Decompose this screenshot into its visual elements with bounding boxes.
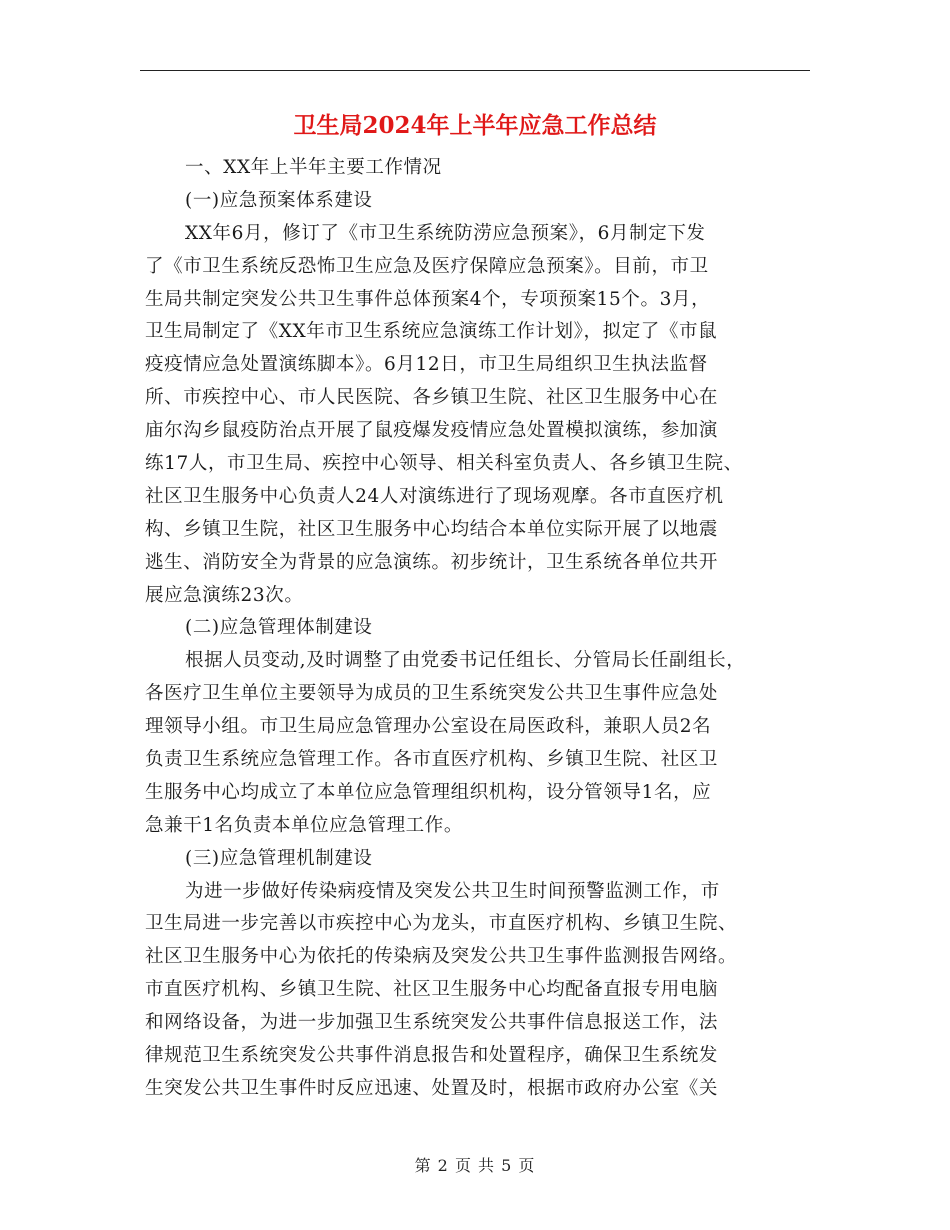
document-body: [140, 152, 820, 1106]
body-line: 庙尔沟乡鼠疫防治点开展了鼠疫爆发疫情应急处置模拟演练，参加演: [145, 420, 719, 442]
body-line: 和网络设备，为进一步加强卫生系统突发公共事件信息报送工作，法: [145, 1012, 719, 1034]
body-line: 疫疫情应急处置演练脚本》。6月12日，市卫生局组织卫生执法监督: [145, 354, 708, 376]
body-line: 卫生局制定了《XX年市卫生系统应急演练工作计划》，拟定了《市鼠: [145, 321, 718, 343]
body-line: 练17人，市卫生局、疾控中心领导、相关科室负责人、各乡镇卫生院、: [145, 453, 743, 475]
body-line: 为进一步做好传染病疫情及突发公共卫生时间预警监测工作，市: [185, 880, 720, 902]
body-line: 各医疗卫生单位主要领导为成员的卫生系统突发公共卫生事件应急处: [145, 683, 719, 705]
body-line: 社区卫生服务中心负责人24人对演练进行了现场观摩。各市直医疗机: [145, 485, 724, 507]
body-line: 构、乡镇卫生院，社区卫生服务中心均结合本单位实际开展了以地震: [145, 518, 719, 540]
page-footer: 第 2 页 共 5 页: [414, 1156, 536, 1175]
document-title: 卫生局2024年上半年应急工作总结: [293, 112, 657, 139]
body-line: 逃生、消防安全为背景的应急演练。初步统计，卫生系统各单位共开: [145, 551, 719, 573]
body-line: 生突发公共卫生事件时反应迅速、处置及时，根据市政府办公室《关: [145, 1077, 719, 1099]
body-line: 市直医疗机构、乡镇卫生院、社区卫生服务中心均配备直报专用电脑: [145, 979, 719, 1001]
body-line: 生局共制定突发公共卫生事件总体预案4个，专项预案15个。3月，: [145, 288, 711, 310]
body-line: 卫生局进一步完善以市疾控中心为龙头，市直医疗机构、乡镇卫生院、: [145, 913, 738, 935]
body-line: XX年6月，修订了《市卫生系统防涝应急预案》，6月制定下发: [185, 222, 706, 244]
body-line: 生服务中心均成立了本单位应急管理组织机构，设分管领导1名，应: [145, 781, 712, 803]
header-rule: [140, 70, 810, 71]
body-line: 根据人员变动,及时调整了由党委书记任组长、分管局长任副组长，: [185, 650, 746, 672]
body-line: 负责卫生系统应急管理工作。各市直医疗机构、乡镇卫生院、社区卫: [145, 749, 719, 771]
body-line: 律规范卫生系统突发公共事件消息报告和处置程序，确保卫生系统发: [145, 1045, 719, 1067]
body-line: 展应急演练23次。: [145, 584, 304, 606]
body-line: (三)应急管理机制建设: [185, 847, 373, 869]
body-line: (二)应急管理体制建设: [185, 617, 373, 639]
body-line: 急兼干1名负责本单位应急管理工作。: [145, 814, 463, 836]
body-line: 理领导小组。市卫生局应急管理办公室设在局医政科，兼职人员2名: [145, 716, 712, 738]
body-line: 社区卫生服务中心为依托的传染病及突发公共卫生事件监测报告网络。: [145, 946, 738, 968]
body-line: 一、XX年上半年主要工作情况: [185, 157, 442, 178]
body-line: (一)应急预案体系建设: [185, 189, 373, 211]
body-line: 了《市卫生系统反恐怖卫生应急及医疗保障应急预案》。目前，市卫: [145, 255, 709, 277]
body-line: 所、市疾控中心、市人民医院、各乡镇卫生院、社区卫生服务中心在: [145, 387, 719, 409]
